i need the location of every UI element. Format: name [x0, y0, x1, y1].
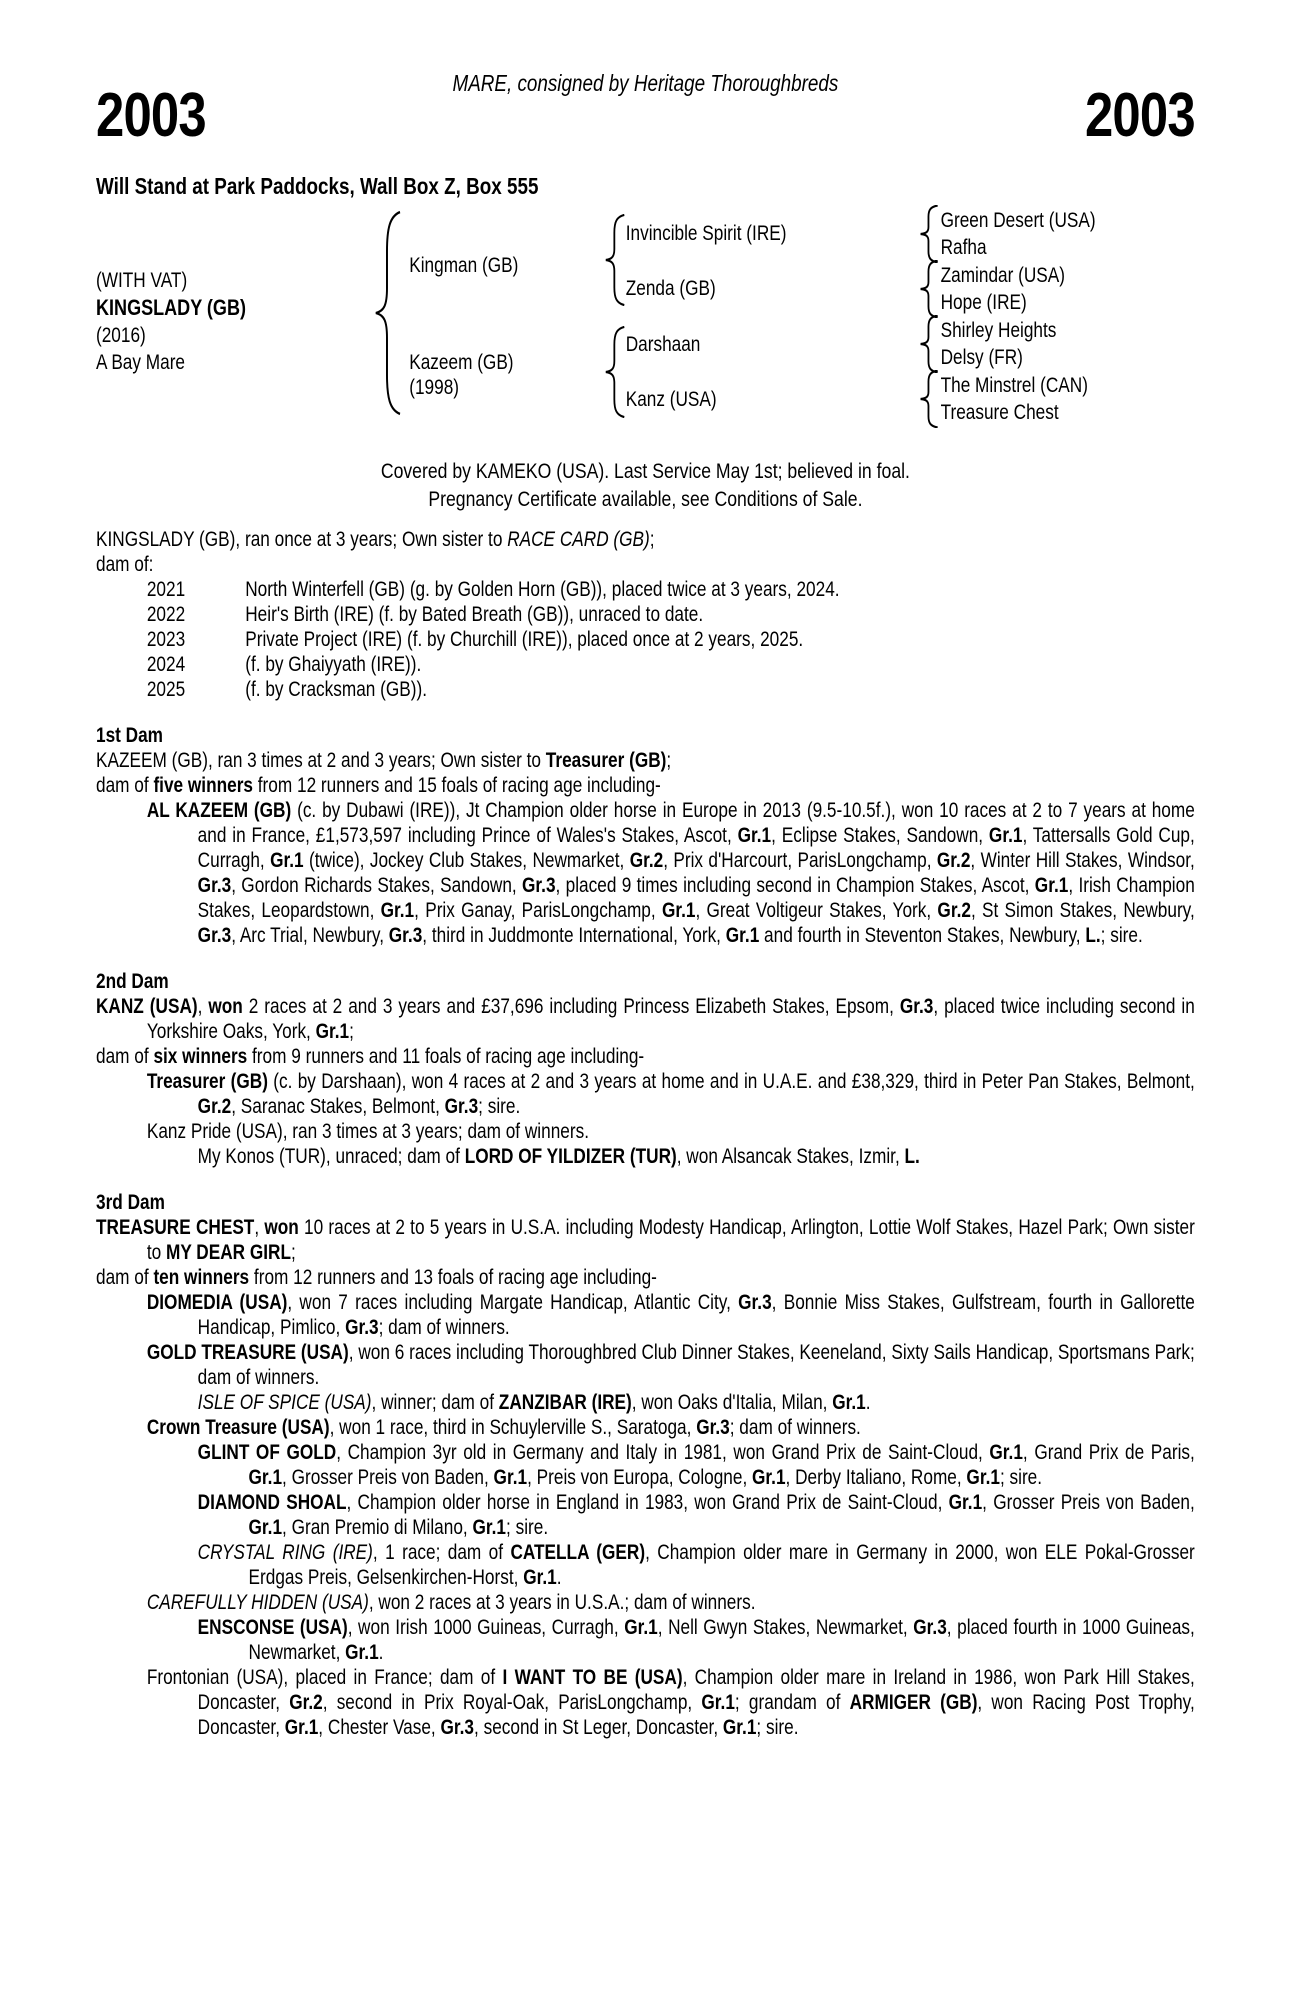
pedigree-gp-8: Treasure Chest	[940, 401, 1059, 424]
produce-year: 2021	[146, 578, 186, 601]
pedigree-paragraph: dam of five winners from 12 runners and 15 foals of racing age including-	[96, 774, 661, 797]
consignor-line: MARE, consigned by Heritage Thoroughbreds	[452, 70, 839, 96]
produce-text: (f. by Cracksman (GB)).	[245, 678, 428, 701]
pedigree-paragraph: Kanz Pride (USA), ran 3 times at 3 years; dam of winners.	[146, 1120, 589, 1143]
pedigree-paragraph: dam of ten winners from 12 runners and 13 foals of racing age including-	[96, 1266, 657, 1289]
section-heading: 1st Dam	[96, 724, 163, 747]
lot-number-left: 2003	[96, 81, 206, 150]
pedigree-brace-gp3	[919, 315, 939, 373]
produce-record	[96, 627, 1195, 652]
section-heading: 3rd Dam	[96, 1191, 165, 1214]
pedigree-brace-main	[374, 210, 402, 416]
produce-record	[96, 602, 1195, 627]
stand-location-line: Will Stand at Park Paddocks, Wall Box Z, Box 555	[96, 173, 539, 199]
pedigree-vat-note: (WITH VAT)	[96, 269, 188, 292]
pedigree-brace-sire	[604, 214, 625, 306]
pedigree-paragraph: GLINT OF GOLD, Champion 3yr old in Germany and Italy in 1981, won Grand Prix de Saint-Cloud, Gr.1, Grand Prix de Paris, Gr.1, Grosser Preis von Baden, Gr.1, Preis von Europa, Cologne, Gr.1, Derby Italiano, Rome, Gr.1; sire.	[197, 1441, 1195, 1489]
pedigree-paragraph: ISLE OF SPICE (USA), winner; dam of ZANZIBAR (IRE), won Oaks d'Italia, Milan, Gr.1.	[197, 1391, 871, 1414]
pedigree-paragraph: Crown Treasure (USA), won 1 race, third in Schuylerville S., Saratoga, Gr.3; dam of winners.	[146, 1416, 861, 1439]
produce-record	[96, 577, 1195, 602]
pedigree-paragraph: KINGSLADY (GB), ran once at 3 years; Own sister to RACE CARD (GB);	[96, 528, 655, 551]
pedigree-horse-name: KINGSLADY (GB)	[96, 295, 247, 320]
pedigree-brace-dam	[604, 326, 625, 418]
pedigree-table	[96, 208, 1195, 445]
produce-year: 2023	[146, 628, 186, 651]
pedigree-dam-sire: Darshaan	[625, 333, 701, 356]
lot-number-right: 2003	[1084, 81, 1195, 150]
pedigree-sire-dam: Zenda (GB)	[625, 277, 716, 300]
pedigree-paragraph: CAREFULLY HIDDEN (USA), won 2 races at 3 years in U.S.A.; dam of winners.	[146, 1591, 756, 1614]
pedigree-foaling-year: (2016)	[96, 324, 146, 347]
section-heading: 2nd Dam	[96, 970, 169, 993]
produce-year: 2024	[146, 653, 186, 676]
pedigree-gp-6: Delsy (FR)	[940, 346, 1023, 369]
pedigree-brace-gp2	[919, 260, 939, 318]
produce-record	[96, 677, 1195, 702]
pedigree-paragraph: DIOMEDIA (USA), won 7 races including Margate Handicap, Atlantic City, Gr.3, Bonnie Miss Stakes, Gulfstream, fourth in Gallorette Handicap, Pimlico, Gr.3; dam of winners.	[146, 1291, 1195, 1339]
pedigree-paragraph: AL KAZEEM (GB) (c. by Dubawi (IRE)), Jt Champion older horse in Europe in 2013 (9.5-10.5f.), won 10 races at 2 to 7 years at home and in France, £1,573,597 including Prince of Wales's Stakes, Ascot, Gr.1, Eclipse Stakes, Sandown, Gr.1, Tattersalls Gold Cup, Curragh, Gr.1 (twice), Jockey Club Stakes, Newmarket, Gr.2, Prix d'Harcourt, ParisLongchamp, Gr.2, Winter Hill Stakes, Windsor, Gr.3, Gordon Richards Stakes, Sandown, Gr.3, placed 9 times including second in Champion Stakes, Ascot, Gr.1, Irish Champion Stakes, Leopardstown, Gr.1, Prix Ganay, ParisLongchamp, Gr.1, Great Voltigeur Stakes, York, Gr.2, St Simon Stakes, Newbury, Gr.3, Arc Trial, Newbury, Gr.3, third in Juddmonte International, York, Gr.1 and fourth in Steventon Stakes, Newbury, L.; sire.	[146, 799, 1195, 947]
pedigree-gp-5: Shirley Heights	[940, 319, 1057, 342]
pedigree-dam-dam: Kanz (USA)	[625, 388, 717, 411]
pedigree-paragraph: DIAMOND SHOAL, Champion older horse in England in 1983, won Grand Prix de Saint-Cloud, Gr.1, Grosser Preis von Baden, Gr.1, Gran Premio di Milano, Gr.1; sire.	[197, 1491, 1195, 1539]
pedigree-gp-1: Green Desert (USA)	[940, 209, 1096, 232]
pedigree-paragraph: dam of:	[96, 553, 154, 576]
produce-text: (f. by Ghaiyyath (IRE)).	[245, 653, 422, 676]
pedigree-gp-7: The Minstrel (CAN)	[940, 374, 1088, 397]
pedigree-brace-gp1	[919, 205, 939, 263]
pedigree-gp-2: Rafha	[940, 236, 987, 259]
pedigree-paragraph: Treasurer (GB) (c. by Darshaan), won 4 races at 2 and 3 years at home and in U.A.E. and £38,329, third in Peter Pan Stakes, Belmont, Gr.2, Saranac Stakes, Belmont, Gr.3; sire.	[146, 1070, 1195, 1118]
produce-text: North Winterfell (GB) (g. by Golden Horn (GB)), placed twice at 3 years, 2024.	[245, 578, 840, 601]
pedigree-dam-year: (1998)	[409, 376, 460, 399]
pedigree-paragraph: GOLD TREASURE (USA), won 6 races including Thoroughbred Club Dinner Stakes, Keeneland, Sixty Sails Handicap, Sportsmans Park; dam of winners.	[146, 1341, 1195, 1389]
pedigree-paragraph: dam of six winners from 9 runners and 11 foals of racing age including-	[96, 1045, 645, 1068]
covered-line-1: Covered by KAMEKO (USA). Last Service May 1st; believed in foal.	[380, 459, 910, 483]
pedigree-paragraph: TREASURE CHEST, won 10 races at 2 to 5 years in U.S.A. including Modesty Handicap, Arlington, Lottie Wolf Stakes, Hazel Park; Own sister to MY DEAR GIRL;	[96, 1216, 1195, 1264]
pedigree-gp-3: Zamindar (USA)	[940, 264, 1065, 287]
pedigree-sire-sire: Invincible Spirit (IRE)	[625, 222, 787, 245]
produce-text: Heir's Birth (IRE) (f. by Bated Breath (GB)), unraced to date.	[245, 603, 704, 626]
pedigree-paragraph: CRYSTAL RING (IRE), 1 race; dam of CATELLA (GER), Champion older mare in Germany in 2000, won ELE Pokal-Grosser Erdgas Preis, Gelsenkirchen-Horst, Gr.1.	[197, 1541, 1195, 1589]
produce-year: 2025	[146, 678, 186, 701]
pedigree-sire: Kingman (GB)	[409, 254, 519, 277]
produce-text: Private Project (IRE) (f. by Churchill (IRE)), placed once at 2 years, 2025.	[245, 628, 804, 651]
pedigree-gp-4: Hope (IRE)	[940, 291, 1027, 314]
catalogue-body	[96, 527, 1195, 1740]
pedigree-paragraph: My Konos (TUR), unraced; dam of LORD OF YILDIZER (TUR), won Alsancak Stakes, Izmir, L.	[197, 1145, 920, 1168]
pedigree-paragraph: Frontonian (USA), placed in France; dam of I WANT TO BE (USA), Champion older mare in Ireland in 1986, won Park Hill Stakes, Doncaster, Gr.2, second in Prix Royal-Oak, ParisLongchamp, Gr.1; grandam of ARMIGER (GB), won Racing Post Trophy, Doncaster, Gr.1, Chester Vase, Gr.3, second in St Leger, Doncaster, Gr.1; sire.	[146, 1666, 1195, 1739]
pedigree-paragraph: KAZEEM (GB), ran 3 times at 2 and 3 years; Own sister to Treasurer (GB);	[96, 749, 672, 772]
produce-record	[96, 652, 1195, 677]
catalogue-page	[96, 0, 1195, 1740]
covering-details	[96, 457, 1195, 513]
pedigree-paragraph: ENSCONSE (USA), won Irish 1000 Guineas, Curragh, Gr.1, Nell Gwyn Stakes, Newmarket, Gr.3, placed fourth in 1000 Guineas, Newmarket, Gr.1.	[197, 1616, 1195, 1664]
pedigree-horse-description: A Bay Mare	[96, 351, 186, 374]
pedigree-paragraph: KANZ (USA), won 2 races at 2 and 3 years and £37,696 including Princess Elizabeth Stakes, Epsom, Gr.3, placed twice including second in Yorkshire Oaks, York, Gr.1;	[96, 995, 1195, 1043]
pedigree-dam: Kazeem (GB)	[409, 351, 514, 374]
covered-line-2: Pregnancy Certificate available, see Conditions of Sale.	[428, 487, 863, 511]
produce-year: 2022	[146, 603, 186, 626]
pedigree-brace-gp4	[919, 370, 939, 428]
